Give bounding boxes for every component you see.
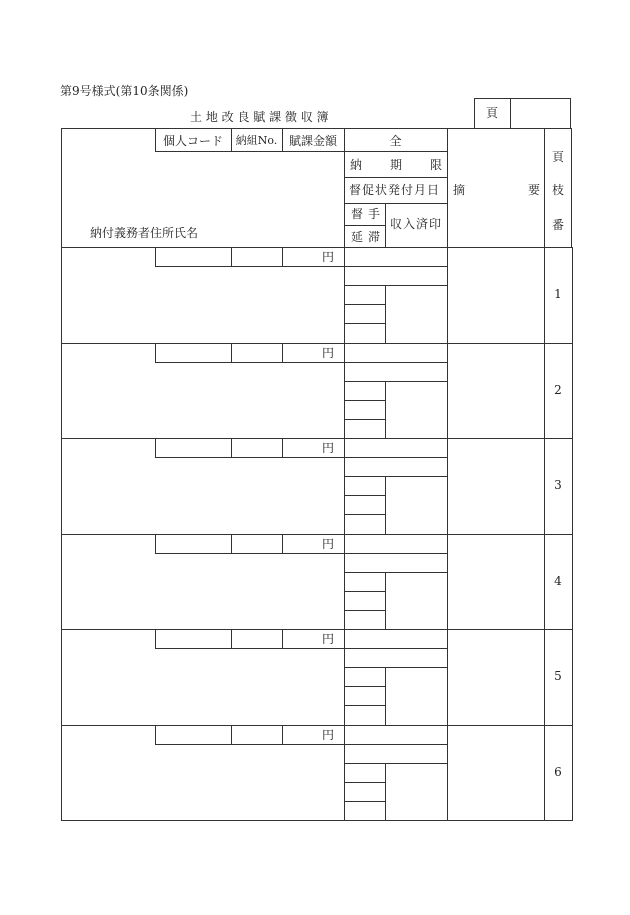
row-line [155, 438, 156, 457]
row-number: 3 [554, 478, 562, 492]
row-line [344, 744, 447, 745]
col-zen: 全 [389, 134, 402, 148]
row-line [231, 343, 232, 362]
row-line [344, 782, 385, 783]
row-line [385, 667, 386, 725]
row-line [344, 323, 385, 324]
row-line [344, 266, 447, 267]
row-line [344, 572, 447, 573]
row-line [344, 285, 447, 286]
row-line [155, 362, 345, 363]
ledger-row [61, 534, 573, 630]
yen-label: 円 [322, 728, 335, 742]
row-number: 2 [554, 382, 562, 397]
yen-label: 円 [322, 250, 335, 264]
row-tokute-2: 手 [368, 207, 381, 221]
shunyu-zumi-in: 収入済印 [390, 217, 443, 231]
row-line [344, 400, 385, 401]
row-line [155, 534, 156, 553]
row-line [344, 553, 447, 554]
row-line [385, 381, 386, 438]
row-line [447, 629, 448, 725]
row-line [155, 629, 156, 648]
ledger-title: 土 地 改 良 賦 課 徴 収 簿 [190, 110, 329, 124]
row-line [385, 476, 386, 534]
row-line [155, 553, 345, 554]
row-line [344, 629, 345, 725]
row-line [231, 534, 232, 553]
row-line [282, 438, 283, 457]
row-line [344, 495, 385, 496]
form-label: 第9号様式(第10条関係) [60, 84, 189, 98]
row-line [231, 438, 232, 457]
row-line [282, 725, 283, 744]
tekiyo-1: 摘 [453, 183, 466, 197]
row-line [385, 285, 386, 343]
row-line [344, 686, 385, 687]
header-divider [447, 128, 448, 248]
row-entai-1: 延 [351, 230, 364, 244]
row-line [344, 667, 447, 668]
header-divider [344, 203, 447, 204]
edaban-3: 番 [552, 218, 565, 232]
row-number: 6 [554, 764, 562, 779]
row-line [155, 343, 156, 362]
row-line [344, 725, 345, 820]
row-number: 5 [554, 669, 562, 683]
yen-label: 円 [322, 441, 335, 455]
row-line [344, 591, 385, 592]
header-divider [344, 177, 447, 178]
row-line [344, 381, 447, 382]
page-label: 頁 [486, 106, 499, 120]
row-nouki-2: 期 [390, 158, 403, 172]
row-line [155, 648, 345, 649]
row-line [447, 534, 448, 629]
row-entai-2: 滞 [368, 230, 381, 244]
header-divider [544, 128, 545, 248]
yen-label: 円 [322, 346, 335, 360]
row-tokusoku: 督促状発付月日 [349, 183, 441, 197]
row-line [344, 705, 385, 706]
row-line [344, 247, 345, 343]
row-line [344, 534, 345, 629]
row-line [344, 801, 385, 802]
row-line [344, 457, 447, 458]
header-divider [155, 151, 447, 152]
row-line [344, 610, 385, 611]
row-line [344, 343, 345, 438]
col-nokumi-no: 納組No. [235, 134, 278, 147]
row-line [344, 476, 447, 477]
yen-label: 円 [322, 537, 335, 551]
row-line [155, 266, 345, 267]
row-line [282, 629, 283, 648]
row-line [231, 247, 232, 266]
row-line [155, 744, 345, 745]
row-number: 4 [554, 573, 562, 588]
row-line [155, 247, 156, 266]
tekiyo-2: 要 [528, 183, 541, 197]
taxpayer-label: 納付義務者住所氏名 [90, 226, 199, 240]
row-line [447, 438, 448, 534]
header-divider [344, 225, 385, 226]
edaban-2: 枝 [552, 183, 565, 197]
row-line [385, 763, 386, 820]
row-line [231, 725, 232, 744]
ledger-row [61, 247, 573, 344]
row-number: 1 [554, 287, 562, 301]
col-fuka-kingaku: 賦課金額 [288, 134, 337, 148]
ledger-row [61, 725, 573, 821]
row-line [344, 438, 345, 534]
row-line [282, 247, 283, 266]
row-line [447, 725, 448, 820]
row-line [282, 343, 283, 362]
row-line [282, 534, 283, 553]
edaban-1: 頁 [552, 150, 565, 164]
row-line [385, 572, 386, 629]
col-kojin-code: 個人コード [162, 134, 223, 148]
ledger-row [61, 343, 573, 439]
row-line [344, 304, 385, 305]
header-divider [385, 203, 386, 248]
row-line [344, 514, 385, 515]
row-line [344, 419, 385, 420]
row-line [447, 247, 448, 343]
ledger-row [61, 629, 573, 726]
row-tokute-1: 督 [351, 207, 364, 221]
row-line [344, 648, 447, 649]
row-line [155, 725, 156, 744]
yen-label: 円 [322, 632, 335, 646]
ledger-row [61, 438, 573, 535]
row-nouki-3: 限 [430, 158, 443, 172]
row-line [231, 629, 232, 648]
row-nouki-1: 納 [350, 158, 363, 172]
page-box-divider [510, 98, 511, 129]
row-line [344, 362, 447, 363]
row-line [155, 457, 345, 458]
row-line [447, 343, 448, 438]
row-line [344, 763, 447, 764]
